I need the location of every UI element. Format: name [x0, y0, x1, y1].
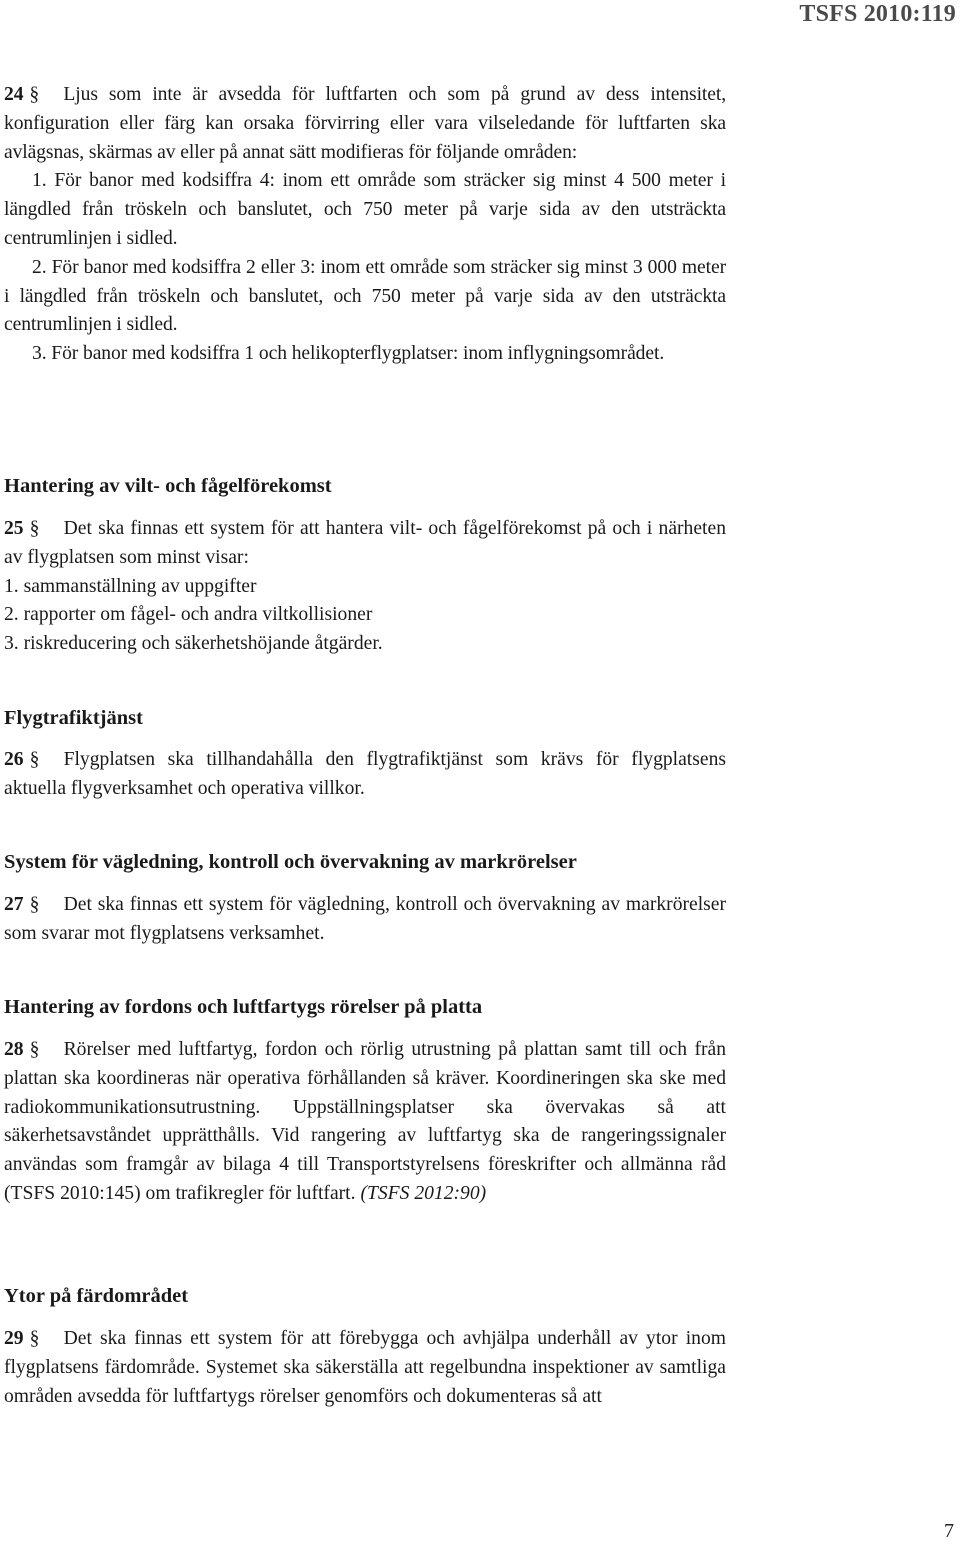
section-heading: Hantering av vilt- och fågelförekomst — [4, 475, 332, 497]
section-sign: § — [29, 1328, 40, 1349]
paragraph-27-text — [4, 891, 726, 949]
section-sign: § — [29, 894, 40, 915]
section-heading: Ytor på färdområdet — [4, 1285, 189, 1307]
paragraph-text: Det ska finnas ett system för att förebygga och avhjälpa underhåll av ytor inom flygplatsens färdområde. Systemet ska säkerställa att regelbundna inspektioner av samtliga områden avsedda för luftfartygs rörelser genomförs och dokumenteras så att — [4, 1328, 726, 1407]
paragraph-29 — [4, 1325, 726, 1411]
paragraph-24 — [4, 81, 726, 369]
paragraph-text: Rörelser med luftfartyg, fordon och rörlig utrustning på plattan samt till och från plattan ska koordineras när operativa förhållanden så kräver. Koordineringen ska ske med radiokommunikationsutrustning. Uppställningsplatser ska övervakas så att säkerhetsavståndet upprätthålls. Vid rangering av luftfartyg ska de rangeringssignaler användas som framgår av bilaga 4 till Transportstyrelsens föreskrifter och allmänna råd (TSFS 2010:145) om trafikregler för luftfart. — [4, 1039, 726, 1204]
paragraph-25 — [4, 515, 726, 659]
section-heading: Flygtrafiktjänst — [4, 707, 143, 729]
paragraph-number: 25 — [4, 518, 24, 539]
list-item: 1. sammanställning av uppgifter — [4, 575, 257, 597]
section-sign: § — [29, 518, 40, 539]
list-item: 3. riskreducering och säkerhetshöjande åtgärder. — [4, 633, 383, 655]
list-item: 2. rapporter om fågel- och andra viltkollisioner — [4, 604, 373, 626]
section-heading: Hantering av fordons och luftfartygs rörelser på platta — [4, 996, 483, 1018]
amendment-reference: (TSFS 2012:90) — [360, 1182, 487, 1204]
paragraph-27 — [4, 891, 726, 949]
section-sign: § — [29, 1039, 40, 1060]
paragraph-text: Ljus som inte är avsedda för luftfarten och som på grund av dess intensitet, konfiguration eller färg kan orsaka förvirring eller vara vilseledande för luftfarten ska avlägsnas, skärmas av eller på annat sätt modifieras för följande områden: — [4, 84, 726, 163]
document-code: TSFS 2010:119 — [799, 1, 956, 27]
paragraph-26-text — [4, 746, 726, 804]
list-item: 1. För banor med kodsiffra 4: inom ett område som sträcker sig minst 4 500 meter i längdled från tröskeln och banslutet, och 750 meter på varje sida av den utsträckta centrumlinjen i sidled. — [4, 170, 726, 249]
paragraph-text: Det ska finnas ett system för att hantera vilt- och fågelförekomst på och i närheten av flygplatsen som minst visar: — [4, 518, 726, 568]
page-number: 7 — [944, 1520, 954, 1542]
paragraph-26 — [4, 746, 726, 804]
section-sign: § — [29, 84, 40, 105]
paragraph-25-intro — [4, 515, 726, 573]
paragraph-number: 28 — [4, 1039, 24, 1060]
paragraph-text: Det ska finnas ett system för vägledning, kontroll och övervakning av markrörelser som svarar mot flygplatsens verksamhet. — [4, 894, 726, 944]
section-sign: § — [29, 749, 40, 770]
list-item: 3. För banor med kodsiffra 1 och helikopterflygplatser: inom inflygningsområdet. — [32, 343, 665, 365]
list-item: 2. För banor med kodsiffra 2 eller 3: inom ett område som sträcker sig minst 3 000 meter i längdled från tröskeln och banslutet, och 750 meter på varje sida av den utsträckta centrumlinjen i sidled. — [4, 256, 726, 336]
section-heading: System för vägledning, kontroll och övervakning av markrörelser — [4, 851, 577, 873]
paragraph-number: 29 — [4, 1328, 24, 1349]
paragraph-text: Flygplatsen ska tillhandahålla den flygtrafiktjänst som krävs för flygplatsens aktuella flygverksamhet och operativa villkor. — [4, 749, 726, 799]
paragraph-28-text — [4, 1036, 726, 1209]
paragraph-24-intro — [4, 81, 726, 167]
paragraph-28 — [4, 1036, 726, 1209]
paragraph-number: 24 — [4, 84, 24, 105]
paragraph-29-text — [4, 1325, 726, 1411]
paragraph-number: 27 — [4, 894, 24, 915]
paragraph-number: 26 — [4, 749, 24, 770]
